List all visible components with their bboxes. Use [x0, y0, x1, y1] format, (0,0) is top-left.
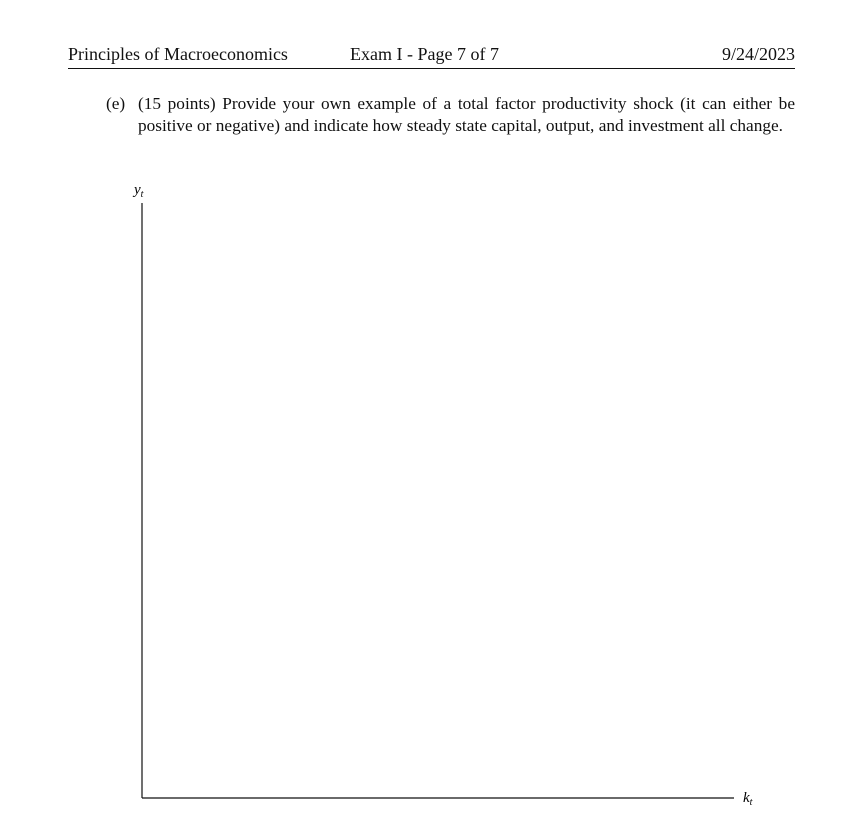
y-axis-label: $y_t$ — [134, 182, 144, 200]
page-number: Exam I - Page 7 of 7 — [350, 44, 499, 64]
x-axis-label: $k_t$ — [743, 790, 753, 808]
course-title: Principles of Macroeconomics — [68, 44, 288, 64]
question-label: (e) — [106, 94, 126, 113]
exam-date: 9/24/2023 — [721, 44, 795, 64]
question-text: (15 points) Provide your own example of a total factor productivity shock (it can either be positive or negative) and indicate how steady state capital, output, and investment all change. — [138, 94, 795, 135]
